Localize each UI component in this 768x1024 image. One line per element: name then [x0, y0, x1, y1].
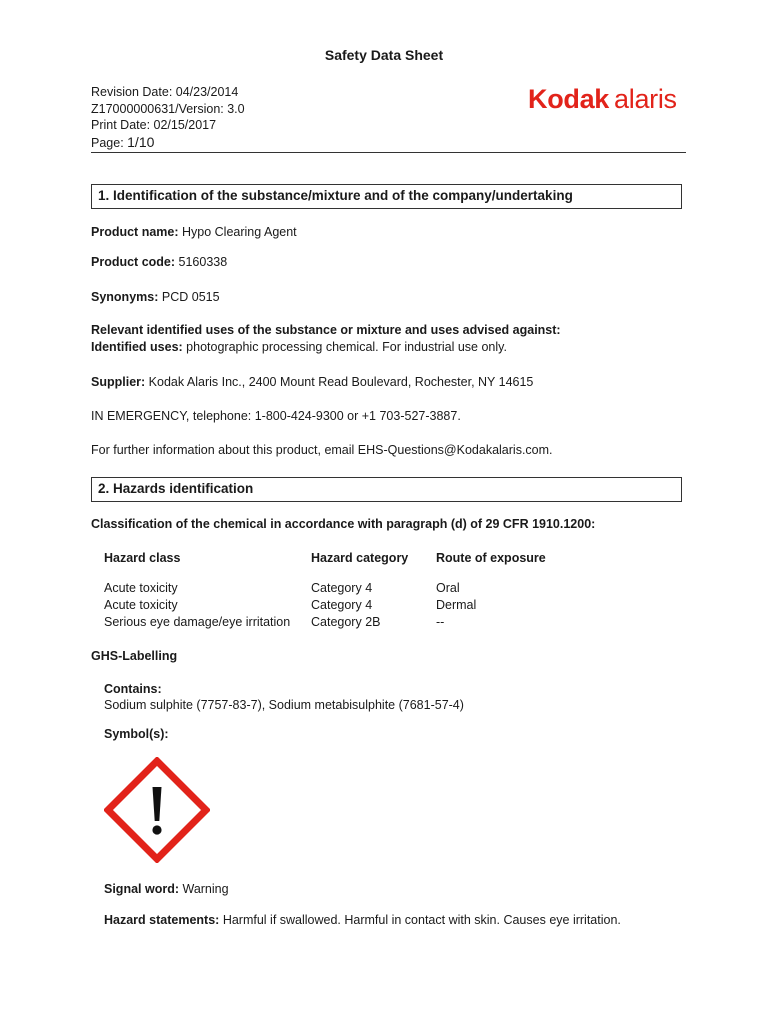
- section-1-heading: 1. Identification of the substance/mixture and of the company/undertaking: [91, 184, 682, 209]
- hazard-table-cell: Acute toxicity: [104, 581, 178, 595]
- product-code-value: 5160338: [178, 255, 228, 269]
- hazard-table-header: Route of exposure: [436, 551, 546, 565]
- product-name-row: [91, 224, 297, 241]
- contains-label: Contains:: [104, 682, 162, 696]
- hazard-table-cell: Acute toxicity: [104, 598, 178, 612]
- page-indicator: [91, 134, 245, 152]
- relevant-uses-heading: Relevant identified uses of the substance or mixture and uses advised against:: [91, 323, 561, 337]
- supplier-value: Kodak Alaris Inc., 2400 Mount Read Boulevard, Rochester, NY 14615: [148, 375, 534, 389]
- hazard-table-cell: Oral: [436, 581, 460, 595]
- hazard-table-header: Hazard class: [104, 551, 181, 565]
- classification-heading: Classification of the chemical in accordance with paragraph (d) of 29 CFR 1910.1200:: [91, 517, 596, 531]
- synonyms-label: Synonyms:: [91, 290, 159, 304]
- ghs-labelling-heading: GHS-Labelling: [91, 649, 178, 663]
- logo-word-alaris: alaris: [614, 84, 677, 114]
- page-number: 1/10: [127, 133, 155, 150]
- hazard-statements-row: [104, 912, 621, 929]
- product-code-label: Product code:: [91, 255, 176, 269]
- identified-uses-row: [91, 339, 507, 356]
- print-date: Print Date: 02/15/2017: [91, 118, 217, 132]
- synonyms-value: PCD 0515: [161, 290, 220, 304]
- product-name-value: Hypo Clearing Agent: [182, 225, 297, 239]
- emergency-telephone: IN EMERGENCY, telephone: 1-800-424-9300 or +1 703-527-3887.: [91, 409, 461, 423]
- signal-word-value: Warning: [182, 882, 229, 896]
- header-divider: [91, 152, 686, 153]
- document-title: Safety Data Sheet: [324, 47, 444, 63]
- document-metadata: [91, 84, 245, 151]
- signal-word-label: Signal word:: [104, 882, 179, 896]
- hazard-table-cell: --: [436, 615, 445, 629]
- document-id-version: Z17000000631/Version: 3.0: [91, 101, 245, 116]
- section-2-heading: 2. Hazards identification: [91, 477, 682, 502]
- hazard-table-cell: Dermal: [436, 598, 477, 612]
- hazard-table-header: Hazard category: [311, 551, 409, 565]
- contains-value: Sodium sulphite (7757-83-7), Sodium metabisulphite (7681-57-4): [104, 698, 464, 712]
- supplier-label: Supplier:: [91, 375, 146, 389]
- kodak-alaris-logo: [528, 82, 677, 116]
- identified-uses-label: Identified uses:: [91, 340, 183, 354]
- exclamation-mark-pictogram-icon: [104, 757, 210, 863]
- hazard-table-cell: Category 2B: [311, 615, 381, 629]
- hazard-table-cell: Serious eye damage/eye irritation: [104, 615, 291, 629]
- hazard-table-cell: Category 4: [311, 598, 373, 612]
- identified-uses-value: photographic processing chemical. For industrial use only.: [186, 340, 507, 354]
- hazard-statements-value: Harmful if swallowed. Harmful in contact with skin. Causes eye irritation.: [222, 913, 621, 927]
- logo-word-kodak: Kodak: [528, 84, 610, 114]
- supplier-row: [91, 374, 533, 391]
- revision-date: Revision Date: 04/23/2014: [91, 85, 239, 99]
- product-name-label: Product name:: [91, 225, 179, 239]
- page-label: Page:: [91, 135, 128, 150]
- hazard-table-cell: Category 4: [311, 581, 373, 595]
- synonyms-row: [91, 289, 220, 306]
- hazard-statements-label: Hazard statements:: [104, 913, 220, 927]
- signal-word-row: [104, 881, 229, 898]
- symbols-label: Symbol(s):: [104, 727, 169, 741]
- further-information: For further information about this product, email EHS-Questions@Kodakalaris.com.: [91, 443, 553, 457]
- product-code-row: [91, 254, 227, 271]
